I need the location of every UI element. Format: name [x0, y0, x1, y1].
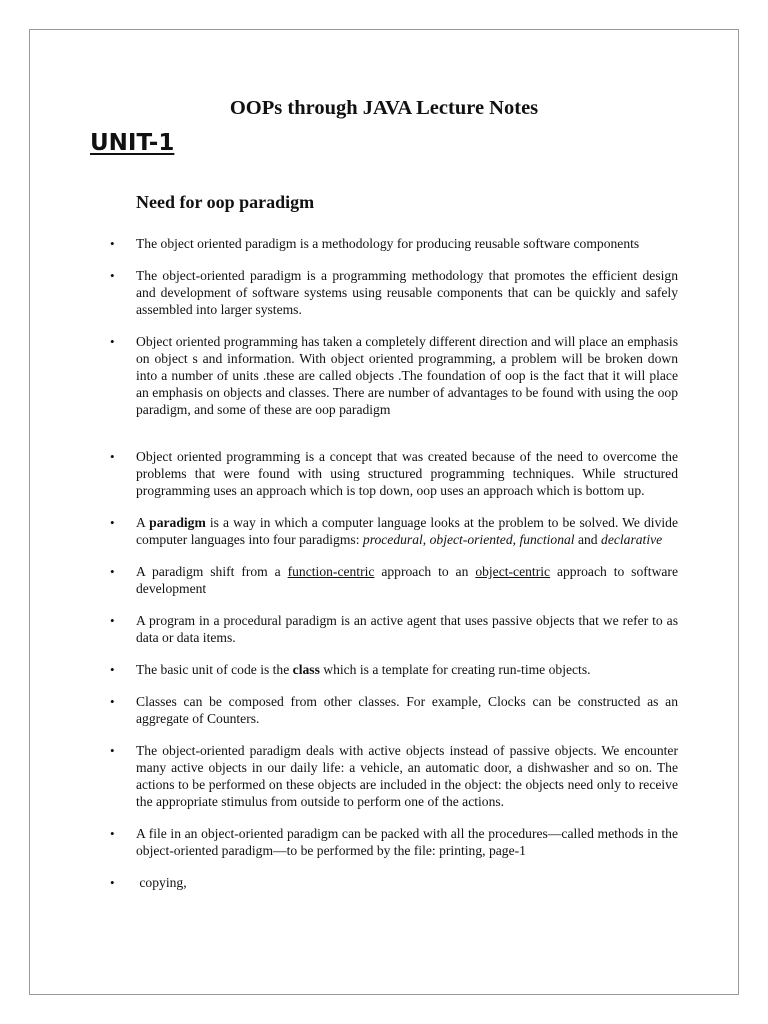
object-centric-term: object-centric [475, 564, 551, 579]
list-item-text: Object oriented programming has taken a completely different direction and will place an emphasis on object s and information. With object oriented programming, a problem will be broken down into a number of units .these are called objects .The foundation of oop is the fact that it will place an emphasis on objects and classes. There are number of advantages to be found with using the oop paradigm, and some of these are oop paradigm [136, 334, 678, 417]
function-centric-term: function-centric [287, 564, 375, 579]
bullet-icon: • [110, 875, 115, 890]
list-item-text: Object oriented programming is a concept that was created because of the need to overcome the problems that were found with using structured programming techniques. While structured programming uses an approach which is top down, oop uses an approach which is bottom up. [136, 449, 678, 498]
bullet-icon: • [110, 826, 115, 841]
list-item-text: copying, [136, 875, 187, 890]
list-item [110, 661, 678, 678]
list-item-text: A paradigm is a way in which a computer language looks at the problem to be solved. We divide computer languages into four paradigms: procedural, object-oriented, functional and declarative [136, 515, 678, 547]
bullet-icon: • [110, 662, 115, 677]
bullet-icon: • [110, 743, 115, 758]
list-item [110, 448, 678, 499]
list-item-text: The object-oriented paradigm is a programming methodology that promotes the efficient design and development of software systems using reusable components that can be quickly and safely assembled into larger systems. [136, 268, 678, 317]
list-item [110, 333, 678, 418]
bullet-icon: • [110, 449, 115, 464]
list-item [110, 742, 678, 810]
list-item [110, 612, 678, 646]
list-item-text: A file in an object-oriented paradigm can be packed with all the procedures—called methods in the object-oriented paradigm—to be performed by the file: printing, page-1 [136, 826, 678, 858]
bullet-icon: • [110, 334, 115, 349]
list-item [110, 267, 678, 318]
list-item [110, 874, 678, 891]
list-item [110, 235, 678, 252]
bullet-icon: • [110, 236, 115, 251]
document-title: OOPs through JAVA Lecture Notes [229, 97, 539, 119]
bullet-list [110, 235, 678, 891]
unit-heading: UNIT-1 [90, 130, 175, 156]
paradigm-term: paradigm [149, 515, 206, 530]
bullet-icon: • [110, 268, 115, 283]
list-item [110, 825, 678, 859]
section-heading: Need for oop paradigm [136, 192, 315, 212]
bullet-icon: • [110, 515, 115, 530]
list-item-text: A program in a procedural paradigm is an active agent that uses passive objects that we refer to as data or data items. [136, 613, 678, 645]
list-item-text: The basic unit of code is the class which is a template for creating run-time objects. [136, 662, 591, 677]
document-page [29, 29, 739, 995]
class-term: class [292, 662, 320, 677]
bullet-icon: • [110, 564, 115, 579]
list-item-text: The object oriented paradigm is a methodology for producing reusable software components [136, 236, 640, 251]
list-item-text: A paradigm shift from a function-centric approach to an object-centric approach to software development [136, 564, 678, 596]
bullet-icon: • [110, 694, 115, 709]
list-item [110, 514, 678, 548]
list-item-text: Classes can be composed from other classes. For example, Clocks can be constructed as an aggregate of Counters. [136, 694, 678, 726]
list-item [110, 563, 678, 597]
bullet-icon: • [110, 613, 115, 628]
list-item [110, 693, 678, 727]
list-item-text: The object-oriented paradigm deals with active objects instead of passive objects. We encounter many active objects in our daily life: a vehicle, an automatic door, a dishwasher and so on. The actions to be performed on these objects are included in the object: the objects need only to receive the appropriate stimulus from outside to perform one of the actions. [136, 743, 678, 809]
